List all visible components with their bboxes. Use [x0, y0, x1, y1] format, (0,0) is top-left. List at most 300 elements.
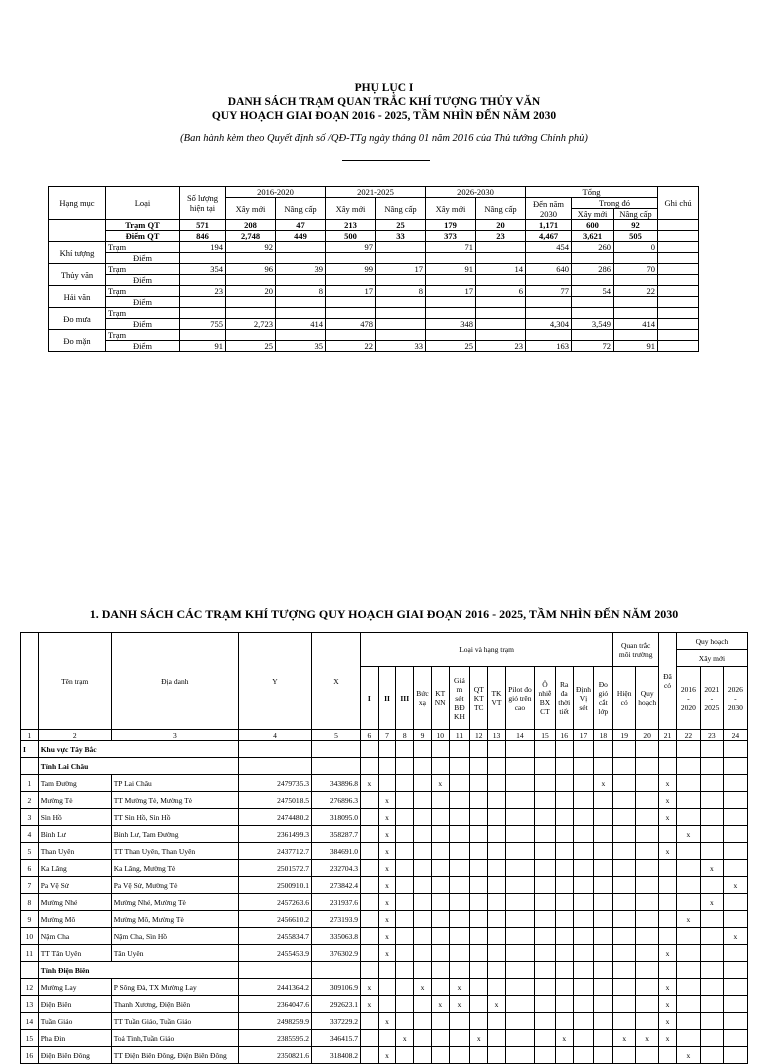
col-quy-hoach: Quy hoạch [676, 633, 747, 650]
col-xay-moi: Xây mới [572, 209, 614, 220]
station-location: Thanh Xương, Điện Biên [111, 996, 238, 1013]
station-y: 2361499.3 [238, 826, 311, 843]
column-number: 5 [311, 730, 360, 741]
station-name: Ka Lăng [38, 860, 111, 877]
station-mark [555, 1013, 573, 1030]
summary-cell [276, 253, 326, 264]
column-number: 7 [378, 730, 396, 741]
station-mark [700, 775, 723, 792]
station-mark [470, 1047, 488, 1064]
station-row [21, 843, 748, 860]
station-y: 2500910.1 [238, 877, 311, 894]
empty-cell [449, 962, 470, 979]
station-x: 231937.6 [311, 894, 360, 911]
station-mark [414, 843, 432, 860]
station-name: Điện Biên [38, 996, 111, 1013]
summary-note-cell [658, 297, 699, 308]
summary-cell: 286 [572, 264, 614, 275]
station-mark [659, 894, 677, 911]
station-mark [573, 792, 594, 809]
col-y: Y [238, 633, 311, 730]
summary-row [49, 341, 699, 352]
station-mark [555, 826, 573, 843]
station-mark: x [378, 809, 396, 826]
empty-cell [396, 962, 414, 979]
station-mark [396, 945, 414, 962]
col-nang-cap: Nâng cấp [276, 198, 326, 220]
station-mark [414, 1030, 432, 1047]
summary-type: Trạm [106, 308, 180, 319]
station-mark: x [676, 826, 700, 843]
station-mark [676, 775, 700, 792]
summary-cell [376, 253, 426, 264]
station-row [21, 945, 748, 962]
empty-cell [594, 741, 613, 758]
station-mark [636, 979, 659, 996]
station-mark [676, 877, 700, 894]
station-mark [659, 928, 677, 945]
summary-cell: 500 [326, 231, 376, 242]
station-mark: x [378, 843, 396, 860]
summary-note-cell [658, 231, 699, 242]
empty-cell [505, 962, 534, 979]
summary-cell: 194 [180, 242, 226, 253]
station-mark [613, 1047, 636, 1064]
station-mark [431, 860, 449, 877]
station-x: 346415.7 [311, 1030, 360, 1047]
appendix-label: PHỤ LỤC I [354, 82, 414, 94]
station-mark: x [636, 1030, 659, 1047]
station-mark [573, 809, 594, 826]
station-mark [594, 843, 613, 860]
empty-cell [636, 758, 659, 775]
summary-cell [226, 330, 276, 341]
station-mark [573, 877, 594, 894]
col-trong-do: Trong đó [572, 198, 658, 209]
station-mark [360, 894, 378, 911]
station-mark [378, 979, 396, 996]
column-number: 1 [21, 730, 39, 741]
station-mark [360, 945, 378, 962]
station-mark [613, 996, 636, 1013]
station-mark [594, 996, 613, 1013]
station-mark [360, 809, 378, 826]
station-name: Mường Nhé [38, 894, 111, 911]
summary-cell [326, 330, 376, 341]
station-row [21, 877, 748, 894]
station-mark [396, 1013, 414, 1030]
station-y: 2501572.7 [238, 860, 311, 877]
col-xay-moi: Xây mới [676, 650, 747, 667]
station-mark [431, 979, 449, 996]
summary-cell [226, 275, 276, 286]
station-mark [449, 877, 470, 894]
station-mark [636, 894, 659, 911]
station-mark: x [613, 1030, 636, 1047]
station-mark [594, 1047, 613, 1064]
station-mark [636, 1013, 659, 1030]
summary-cell [476, 253, 526, 264]
summary-cell: 449 [276, 231, 326, 242]
station-table [20, 632, 748, 1064]
station-mark [449, 1047, 470, 1064]
station-mark [396, 775, 414, 792]
station-mark [723, 894, 747, 911]
summary-row [49, 275, 699, 286]
summary-cell: 71 [426, 242, 476, 253]
station-x: 309106.9 [311, 979, 360, 996]
station-name: Điện Biên Đông [38, 1047, 111, 1064]
empty-cell [573, 758, 594, 775]
station-mark: x [659, 1013, 677, 1030]
station-mark [676, 894, 700, 911]
col-plan-period: 2021 - 2025 [700, 667, 723, 730]
station-name: Nậm Cha [38, 928, 111, 945]
summary-cell: 23 [476, 341, 526, 352]
summary-cell: 478 [326, 319, 376, 330]
station-location: Mường Nhé, Mường Tè [111, 894, 238, 911]
column-number: 10 [431, 730, 449, 741]
station-mark [431, 1047, 449, 1064]
station-mark [488, 1013, 506, 1030]
station-mark [449, 1030, 470, 1047]
column-number: 15 [535, 730, 556, 741]
station-mark [700, 792, 723, 809]
summary-cell: 17 [426, 286, 476, 297]
station-mark: x [659, 843, 677, 860]
station-mark [414, 996, 432, 1013]
station-mark [470, 843, 488, 860]
empty-cell [573, 741, 594, 758]
station-mark [676, 996, 700, 1013]
summary-cell: 70 [614, 264, 658, 275]
station-mark: x [659, 809, 677, 826]
summary-cell: 20 [226, 286, 276, 297]
province-name: Tỉnh Lai Châu [38, 758, 238, 775]
station-mark [488, 792, 506, 809]
station-mark [488, 1030, 506, 1047]
column-number: 2 [38, 730, 111, 741]
station-mark [431, 894, 449, 911]
summary-cell [526, 275, 572, 286]
station-location: TT Mường Tè, Mường Tè [111, 792, 238, 809]
summary-cell [180, 297, 226, 308]
summary-cell: 99 [326, 264, 376, 275]
station-mark [636, 792, 659, 809]
column-number: 22 [676, 730, 700, 741]
station-mark [676, 1013, 700, 1030]
summary-cell: 571 [180, 220, 226, 231]
station-mark [396, 860, 414, 877]
station-mark [488, 877, 506, 894]
col-station-type: Giá m sét BĐ KH [449, 667, 470, 730]
station-mark [676, 860, 700, 877]
station-mark [636, 1047, 659, 1064]
station-mark [535, 792, 556, 809]
empty-cell [594, 758, 613, 775]
station-mark [414, 1013, 432, 1030]
station-mark [449, 894, 470, 911]
empty-cell [470, 758, 488, 775]
summary-cell: 373 [426, 231, 476, 242]
station-y: 2455834.7 [238, 928, 311, 945]
station-mark [573, 1047, 594, 1064]
station-mark: x [449, 996, 470, 1013]
station-mark [449, 1013, 470, 1030]
title-underline [342, 160, 430, 161]
station-mark [723, 775, 747, 792]
station-mark [505, 877, 534, 894]
summary-row [49, 264, 699, 275]
empty-cell [238, 758, 311, 775]
summary-type: Điểm [106, 275, 180, 286]
summary-type: Điểm [106, 319, 180, 330]
station-mark [360, 826, 378, 843]
summary-cell: 39 [276, 264, 326, 275]
summary-type: Điểm [106, 341, 180, 352]
empty-cell [360, 962, 378, 979]
station-number: 10 [21, 928, 39, 945]
summary-cell [572, 275, 614, 286]
station-row [21, 860, 748, 877]
station-number: 15 [21, 1030, 39, 1047]
station-number: 16 [21, 1047, 39, 1064]
station-number: 9 [21, 911, 39, 928]
station-y: 2479735.3 [238, 775, 311, 792]
empty-cell [594, 962, 613, 979]
station-mark: x [659, 945, 677, 962]
summary-type: Trạm [106, 242, 180, 253]
station-mark [535, 775, 556, 792]
col-dia-danh: Địa danh [111, 633, 238, 730]
summary-note-cell [658, 264, 699, 275]
summary-cell: 2,723 [226, 319, 276, 330]
station-mark [723, 1030, 747, 1047]
summary-category: Khí tượng [49, 242, 106, 264]
station-mark [594, 860, 613, 877]
station-name: Mường Tè [38, 792, 111, 809]
summary-note-cell [658, 330, 699, 341]
station-mark [555, 775, 573, 792]
station-mark [700, 1013, 723, 1030]
empty-cell [723, 758, 747, 775]
column-number: 19 [613, 730, 636, 741]
summary-cell: 25 [426, 341, 476, 352]
station-mark: x [360, 996, 378, 1013]
summary-cell: 22 [614, 286, 658, 297]
station-mark [505, 826, 534, 843]
station-mark: x [378, 826, 396, 843]
station-mark [535, 945, 556, 962]
summary-cell [180, 308, 226, 319]
station-mark: x [378, 860, 396, 877]
station-mark [613, 809, 636, 826]
summary-cell: 97 [326, 242, 376, 253]
column-number: 3 [111, 730, 238, 741]
station-mark [573, 1030, 594, 1047]
station-mark [535, 809, 556, 826]
station-row [21, 1047, 748, 1064]
station-y: 2498259.9 [238, 1013, 311, 1030]
col-hang-muc: Hạng mục [49, 187, 106, 220]
station-mark: x [378, 928, 396, 945]
station-mark [700, 928, 723, 945]
station-mark [360, 928, 378, 945]
station-mark [594, 945, 613, 962]
station-number: 12 [21, 979, 39, 996]
station-number: 14 [21, 1013, 39, 1030]
summary-cell [376, 330, 426, 341]
empty-cell [396, 758, 414, 775]
empty-cell [636, 962, 659, 979]
station-mark: x [360, 775, 378, 792]
station-mark [470, 775, 488, 792]
station-mark: x [414, 979, 432, 996]
document-subtitle: QUY HOẠCH GIAI ĐOẠN 2016 - 2025, TẦM NHÌN ĐẾN NĂM 2030 [211, 110, 557, 122]
station-mark [555, 911, 573, 928]
summary-cell: 25 [376, 220, 426, 231]
station-x: 337229.2 [311, 1013, 360, 1030]
empty-cell [676, 758, 700, 775]
summary-note-cell [658, 341, 699, 352]
station-mark [659, 860, 677, 877]
station-location: TT Tuần Giáo, Tuần Giáo [111, 1013, 238, 1030]
station-mark: x [378, 945, 396, 962]
station-x: 232704.3 [311, 860, 360, 877]
summary-header-row [49, 187, 699, 198]
station-number: 7 [21, 877, 39, 894]
empty-cell [21, 962, 39, 979]
summary-category: Thủy văn [49, 264, 106, 286]
station-mark: x [594, 775, 613, 792]
empty-cell [378, 962, 396, 979]
station-mark [723, 979, 747, 996]
empty-cell [700, 758, 723, 775]
station-mark [700, 809, 723, 826]
summary-cell [526, 253, 572, 264]
empty-cell [535, 758, 556, 775]
station-name: Tam Đường [38, 775, 111, 792]
col-tong: Tổng [526, 187, 658, 198]
empty-cell [723, 741, 747, 758]
summary-cell: 260 [572, 242, 614, 253]
col-station-type: TK VT [488, 667, 506, 730]
station-mark [535, 860, 556, 877]
station-location: Toả Tình,Tuần Giáo [111, 1030, 238, 1047]
summary-cell: 47 [276, 220, 326, 231]
station-mark [723, 945, 747, 962]
station-mark [700, 1030, 723, 1047]
summary-cell: 92 [614, 220, 658, 231]
column-number: 13 [488, 730, 506, 741]
summary-cell: 6 [476, 286, 526, 297]
empty-cell [505, 758, 534, 775]
station-mark [676, 928, 700, 945]
summary-cell: 17 [376, 264, 426, 275]
col-station-type: Định Vị sét [573, 667, 594, 730]
empty-cell [613, 962, 636, 979]
summary-cell [426, 253, 476, 264]
station-y: 2364047.6 [238, 996, 311, 1013]
summary-cell [276, 275, 326, 286]
col-xay-moi: Xây mới [426, 198, 476, 220]
empty-cell [431, 962, 449, 979]
summary-cell: 414 [276, 319, 326, 330]
station-mark [723, 911, 747, 928]
station-mark [488, 928, 506, 945]
station-row [21, 928, 748, 945]
station-row [21, 996, 748, 1013]
empty-cell [21, 758, 39, 775]
station-mark [700, 843, 723, 860]
station-mark [555, 1047, 573, 1064]
col-env: Quy hoạch [636, 667, 659, 730]
col-station-type: Ô nhiễ BX CT [535, 667, 556, 730]
station-mark [488, 945, 506, 962]
station-mark [414, 826, 432, 843]
station-mark [396, 809, 414, 826]
col-loai: Loại [106, 187, 180, 220]
station-location: Mường Mô, Mường Tè [111, 911, 238, 928]
summary-cell [426, 275, 476, 286]
station-y: 2474480.2 [238, 809, 311, 826]
station-mark [449, 826, 470, 843]
empty-cell [414, 758, 432, 775]
station-mark [414, 928, 432, 945]
station-row [21, 894, 748, 911]
empty-cell [535, 962, 556, 979]
summary-cell [526, 330, 572, 341]
summary-cell [376, 319, 426, 330]
empty-cell [555, 962, 573, 979]
summary-table [48, 186, 699, 352]
summary-cell: 8 [276, 286, 326, 297]
station-mark [613, 911, 636, 928]
station-mark [470, 996, 488, 1013]
summary-row [49, 286, 699, 297]
station-mark [505, 894, 534, 911]
region-name: Khu vực Tây Bắc [38, 741, 238, 758]
empty-cell [676, 962, 700, 979]
summary-cell: 354 [180, 264, 226, 275]
station-mark: x [396, 1030, 414, 1047]
summary-cell [326, 297, 376, 308]
station-location: Bình Lư, Tam Đường [111, 826, 238, 843]
station-mark [555, 979, 573, 996]
col-da-co: Đã có [659, 633, 677, 730]
section-title: 1. DANH SÁCH CÁC TRẠM KHÍ TƯỢNG QUY HOẠCH GIAI ĐOẠN 2016 - 2025, TẦM NHÌN ĐẾN NĂM 2030 [89, 607, 679, 621]
station-mark: x [431, 996, 449, 1013]
empty-cell [488, 962, 506, 979]
summary-cell: 91 [426, 264, 476, 275]
summary-cell: 23 [476, 231, 526, 242]
col-station-type: II [378, 667, 396, 730]
summary-cell: 33 [376, 231, 426, 242]
summary-cell [526, 297, 572, 308]
station-mark [505, 911, 534, 928]
summary-note-cell [658, 253, 699, 264]
station-mark [636, 826, 659, 843]
summary-cell [326, 275, 376, 286]
summary-cell: 348 [426, 319, 476, 330]
station-mark [360, 1047, 378, 1064]
summary-note-cell [658, 319, 699, 330]
summary-cell [614, 297, 658, 308]
empty-cell [238, 741, 311, 758]
station-mark [470, 911, 488, 928]
station-mark [431, 843, 449, 860]
station-mark [505, 775, 534, 792]
